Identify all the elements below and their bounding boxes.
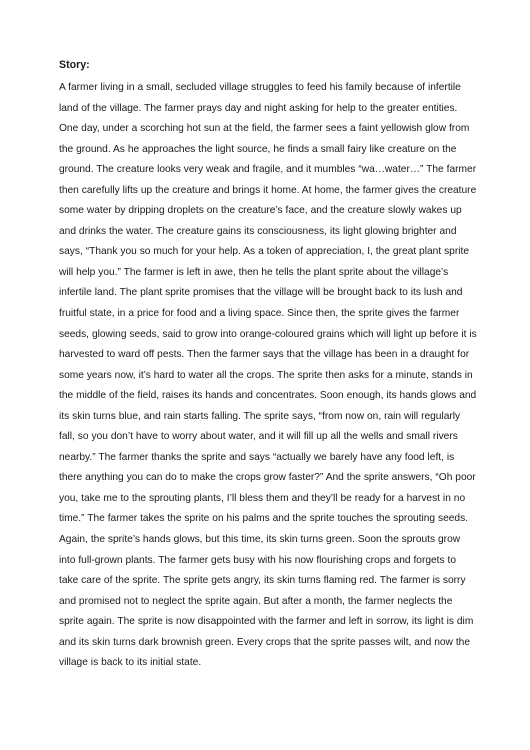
story-body: A farmer living in a small, secluded village struggles to feed his family because of infertile land of the village. The farmer prays day and night asking for help to the greater entities. One day, under a scorching hot sun at the field, the farmer sees a faint yellowish glow from the ground. As he approaches the light source, he finds a small fairy like creature on the ground. The creature looks very weak and fragile, and it mumbles “wa…water…” The farmer then carefully lifts up the creature and brings it home. At home, the farmer gives the creature some water by dripping droplets on the creature’s face, and the creature slowly wakes up and drinks the water. The creature gains its consciousness, its light glowing brighter and says, “Thank you so much for your help. As a token of appreciation, I, the great plant sprite will help you.” The farmer is left in awe, then he tells the plant sprite about the village’s infertile land. The plant sprite promises that the village will be brought back to its lush and fruitful state, in a price for food and a living space. Since then, the sprite gives the farmer seeds, glowing seeds, said to grow into orange-coloured grains which will light up before it is harvested to ward off pests. Then the farmer says that the village has been in a draught for some years now, it’s hard to water all the crops. The sprite then asks for a minute, stands in the middle of the field, raises its hands and concentrates. Soon enough, its hands glows and its skin turns blue, and rain starts falling. The sprite says, “from now on, rain will regularly fall, so you don’t have to worry about water, and it will fill up all the wells and small rivers nearby.” The farmer thanks the sprite and says “actually we barely have any food left, is there anything you can do to make the crops grow faster?” And the sprite answers, “Oh poor you, take me to the sprouting plants, I’ll bless them and they’ll be ready for a harvest in no time.” The farmer takes the sprite on his palms and the sprite touches the sprouting seeds. Again, the sprite’s hands glows, but this time, its skin turns green. Soon the sprouts grow into full-grown plants. The farmer gets busy with his now flourishing crops and forgets to take care of the sprite. The sprite gets angry, its skin turns flaming red. The farmer is sorry and promised not to neglect the sprite again. But after a month, the farmer neglects the sprite again. The sprite is now disappointed with the farmer and left in sorrow, its light is dim and its skin turns dark brownish green. Every crops that the sprite passes wilt, and now the village is back to its initial state. <box>59 82 477 669</box>
story-heading: Story: <box>59 59 90 71</box>
document-page <box>59 58 477 674</box>
